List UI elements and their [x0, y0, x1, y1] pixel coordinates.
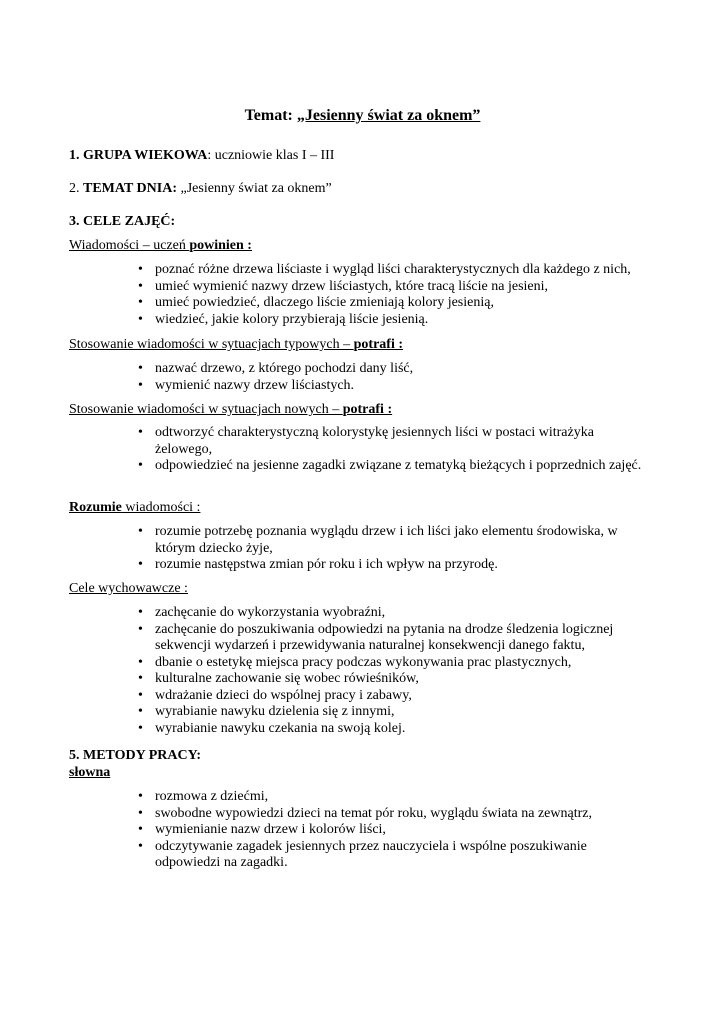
topic-of-day-value: „Jesienny świat za oknem”	[177, 181, 332, 196]
methods-list	[135, 789, 645, 872]
age-group-label: 1. GRUPA WIEKOWA	[69, 148, 208, 163]
knowledge-list	[135, 262, 631, 328]
understands-list	[135, 524, 645, 574]
list-item: • odtworzyć charakterystyczną kolorystykę jesiennych liści w postaci witrażyka żelowego,	[135, 425, 645, 458]
list-item: • rozumie potrzebę poznania wyglądu drzew i ich liści jako elementu środowiska, w którym dziecko żyje,	[135, 524, 645, 557]
list-item: • wymienianie nazw drzew i kolorów liści,	[135, 822, 645, 839]
title-prefix: Temat:	[244, 107, 297, 124]
new-heading-bold: potrafi :	[342, 402, 393, 417]
list-item: • wiedzieć, jakie kolory przybierają liście jesienią.	[135, 312, 631, 329]
understands-heading-rest: wiadomości :	[121, 500, 201, 515]
goals-heading: 3. CELE ZAJĘĆ:	[69, 214, 176, 229]
new-situations-list	[135, 425, 645, 475]
age-group-value: : uczniowie klas I – III	[207, 148, 335, 163]
new-situations-heading	[69, 402, 392, 418]
list-item: • wdrażanie dzieci do wspólnej pracy i zabawy,	[135, 688, 645, 705]
list-item: • odpowiedzieć na jesienne zagadki związane z tematyką bieżących i poprzednich zajęć.	[135, 458, 645, 475]
list-item: • poznać różne drzewa liściaste i wygląd liści charakterystycznych dla każdego z nich,	[135, 262, 631, 279]
typical-heading-text: Stosowanie wiadomości w sytuacjach typowych –	[69, 337, 354, 352]
document-title	[0, 106, 725, 125]
new-heading-text: Stosowanie wiadomości w sytuacjach nowych –	[69, 402, 343, 417]
list-item: • wyrabianie nawyku dzielenia się z innymi,	[135, 704, 645, 721]
topic-of-day-number: 2.	[69, 181, 83, 196]
list-item: • zachęcanie do wykorzystania wyobraźni,	[135, 605, 645, 622]
topic-of-day-line	[69, 181, 332, 197]
list-item: • swobodne wypowiedzi dzieci na temat pór roku, wyglądu świata na zewnątrz,	[135, 806, 645, 823]
list-item: • rozmowa z dziećmi,	[135, 789, 645, 806]
typical-heading-bold: potrafi :	[353, 337, 404, 352]
typical-list	[135, 361, 413, 394]
list-item: • odczytywanie zagadek jesiennych przez nauczyciela i wspólne poszukiwanie odpowiedzi na zagadki.	[135, 839, 645, 872]
list-item: • wyrabianie nawyku czekania na swoją kolej.	[135, 721, 645, 738]
topic-of-day-label: TEMAT DNIA:	[83, 181, 177, 196]
knowledge-heading-text: Wiadomości – uczeń	[69, 238, 190, 253]
methods-heading: 5. METODY PRACY:	[69, 748, 202, 763]
knowledge-heading	[69, 238, 252, 254]
understands-heading	[69, 500, 200, 516]
typical-situations-heading	[69, 337, 403, 353]
knowledge-heading-bold: powinien :	[189, 238, 252, 253]
list-item: • kulturalne zachowanie się wobec rówieśników,	[135, 671, 645, 688]
list-item: • umieć powiedzieć, dlaczego liście zmieniają kolory jesienią,	[135, 295, 631, 312]
age-group-line	[69, 148, 334, 164]
list-item: • dbanie o estetykę miejsca pracy podczas wykonywania prac plastycznych,	[135, 655, 645, 672]
list-item: • zachęcanie do poszukiwania odpowiedzi na pytania na drodze śledzenia logicznej sekwencji wydarzeń i przewidywania naturalnej konsekwencji danego faktu,	[135, 622, 645, 655]
methods-subheading: słowna	[69, 765, 111, 780]
educational-goals-heading: Cele wychowawcze :	[69, 581, 188, 596]
list-item: • wymienić nazwy drzew liściastych.	[135, 378, 413, 395]
list-item: • umieć wymienić nazwy drzew liściastych, które tracą liście na jesieni,	[135, 279, 631, 296]
educational-goals-list	[135, 605, 645, 737]
understands-heading-bold: Rozumie	[69, 500, 122, 515]
title-topic: „Jesienny świat za oknem”	[296, 107, 481, 124]
list-item: • nazwać drzewo, z którego pochodzi dany liść,	[135, 361, 413, 378]
list-item: • rozumie następstwa zmian pór roku i ich wpływ na przyrodę.	[135, 557, 645, 574]
